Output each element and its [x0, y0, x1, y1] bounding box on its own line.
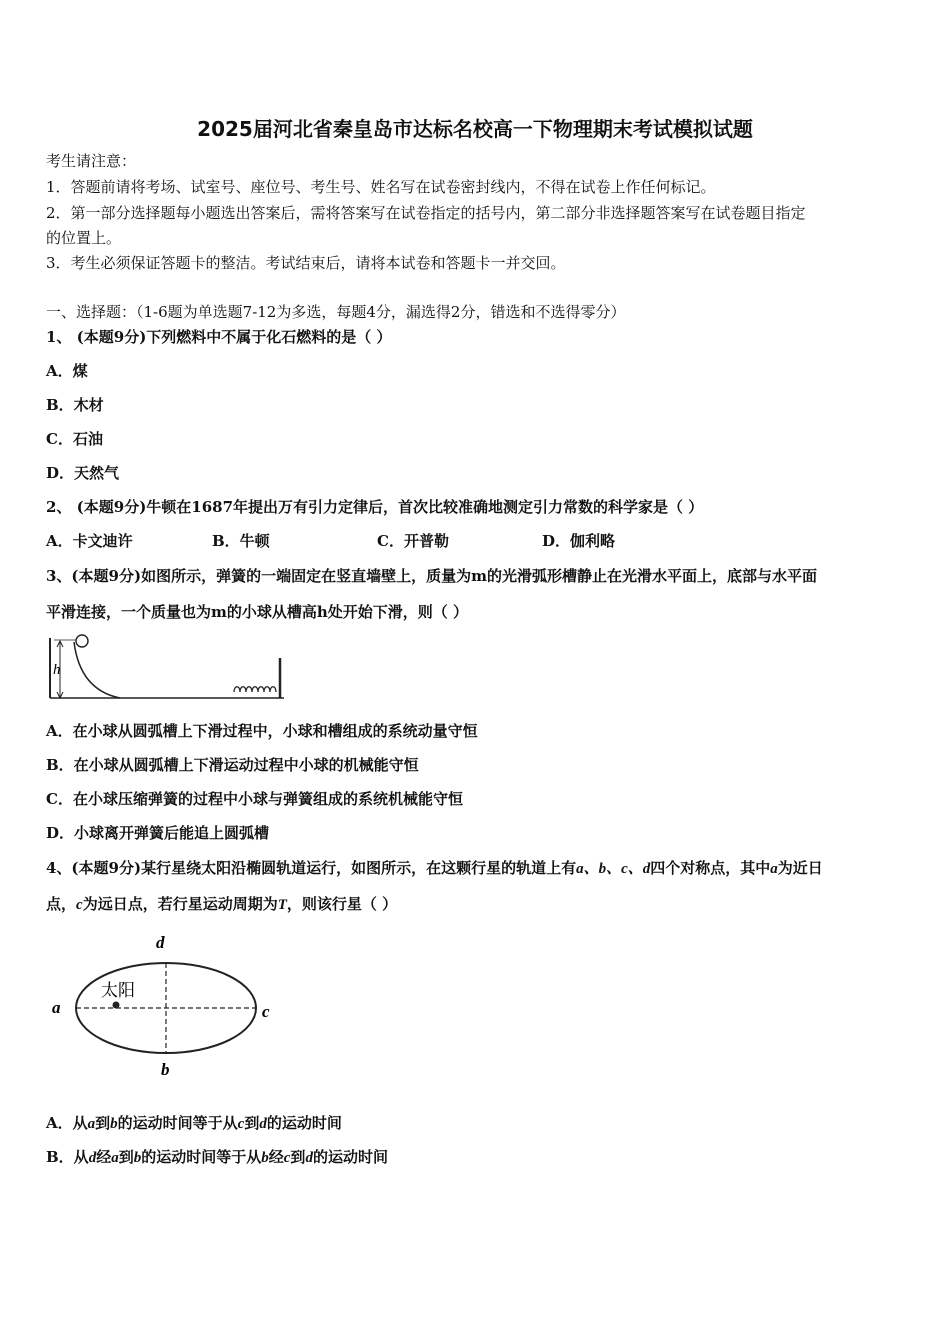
q4-stem-1: [46, 858, 908, 879]
notice-item-3: 3．考生必须保证答题卡的整洁。考试结束后，请将本试卷和答题卡一并交回。: [46, 254, 566, 272]
q4-a-text-2: 到: [95, 1114, 111, 1132]
notice-item-2-cont: 的位置上。: [46, 229, 122, 247]
q2-option-b: B．牛顿: [212, 532, 270, 550]
q4-a-text-4: 到: [244, 1114, 260, 1132]
q4-stem-1c: 为近日: [777, 859, 823, 877]
q3-stem-2: 平滑连接，一个质量也为m的小球从槽高h处开始下滑，则（ ）: [46, 603, 469, 621]
q4-stem-2: [46, 894, 908, 915]
q4-a-var-4: d: [259, 1116, 267, 1132]
q4-b-var-6: d: [305, 1150, 313, 1166]
q4-b-text-3: 到: [118, 1148, 134, 1166]
q4-a-var-3: c: [237, 1116, 245, 1132]
height-label: h: [53, 662, 61, 678]
q1-option-d: D．天然气: [46, 464, 120, 482]
q3-option-c: C．在小球压缩弹簧的过程中小球与弹簧组成的系统机械能守恒: [46, 790, 463, 808]
q4-b-var-4: b: [261, 1150, 269, 1166]
q4-b-text-7: 的运动时间: [312, 1148, 388, 1166]
q4-stem-2b: 为远日点，若行星运动周期为: [82, 895, 278, 913]
section-heading: 一、选择题：（1-6题为单选题7-12为多选，每题4分，漏选得2分，错选和不选得零分）: [46, 303, 626, 321]
q4-option-a: [46, 1113, 908, 1134]
q2-option-c: C．开普勒: [377, 532, 449, 550]
point-b-label: b: [161, 1060, 170, 1079]
sun-label: 太阳: [101, 981, 135, 1000]
notice-heading: 考生请注意：: [46, 152, 137, 170]
q1-stem: 1、 (本题9分)下列燃料中不属于化石燃料的是（ ）: [46, 328, 392, 346]
q3-option-b: B．在小球从圆弧槽上下滑运动过程中小球的机械能守恒: [46, 756, 419, 774]
q4-a-var-2: b: [110, 1116, 118, 1132]
point-a-label: a: [52, 998, 61, 1017]
q4-option-b: [46, 1147, 908, 1168]
q4-b-text-5: 经: [268, 1148, 284, 1166]
q1-option-c: C．石油: [46, 430, 103, 448]
q4-b-var-3: b: [133, 1150, 142, 1166]
ball: [76, 635, 88, 647]
q4-stem-2-c: c: [76, 897, 83, 913]
q4-b-text-2: 经: [96, 1148, 112, 1166]
q3-option-d: D．小球离开弹簧后能追上圆弧槽: [46, 824, 270, 842]
q4-stem-2c: ，则该行星（ ）: [286, 895, 398, 913]
sun-dot: [113, 1002, 120, 1009]
q3-stem-1: 3、(本题9分)如图所示，弹簧的一端固定在竖直墙壁上，质量为m的光滑弧形槽静止在光滑水平面上，底部与水平面: [46, 567, 817, 585]
point-c-label: c: [262, 1002, 270, 1021]
spring: [234, 687, 276, 692]
page-title: 2025届河北省秦皇岛市达标名校高一下物理期末考试模拟试题: [197, 117, 753, 141]
q4-b-var-2: a: [111, 1150, 119, 1166]
q1-option-a: A．煤: [46, 362, 88, 380]
q4-stem-1a: 4、(本题9分)某行星绕太阳沿椭圆轨道运行，如图所示，在这颗行星的轨道上有: [46, 859, 577, 877]
q4-b-text-6: 到: [290, 1148, 306, 1166]
q4-stem-1-vars: a、b、c、d: [576, 861, 651, 877]
notice-item-1: 1．答题前请将考场、试室号、座位号、考生号、姓名写在试卷密封线内，不得在试卷上作任何标记。: [46, 178, 716, 196]
q4-a-text-3: 的运动时间等于从: [117, 1114, 238, 1132]
q4-stem-2a: 点，: [46, 895, 77, 913]
q1-option-b: B．木材: [46, 396, 104, 414]
q4-b-var-1: d: [88, 1150, 97, 1166]
q3-figure: [44, 632, 290, 704]
notice-item-2: 2．第一部分选择题每小题选出答案后，需将答案写在试卷指定的括号内，第二部分非选择题答案写在试卷题目指定: [46, 204, 806, 222]
q4-a-var-1: a: [87, 1116, 96, 1132]
q2-option-d: D．伽利略: [542, 532, 616, 550]
q2-option-a: A．卡文迪许: [46, 532, 133, 550]
q2-stem: 2、 (本题9分)牛顿在1687年提出万有引力定律后，首次比较准确地测定引力常数的科学家是（ ）: [46, 498, 704, 516]
q4-stem-1-a: a: [770, 861, 778, 877]
q4-b-text-4: 的运动时间等于从: [141, 1148, 262, 1166]
arc-groove: [74, 642, 120, 698]
q4-orbit-figure: [44, 928, 280, 1080]
q4-a-text-1: A．从: [46, 1114, 88, 1132]
q4-a-text-5: 的运动时间: [266, 1114, 342, 1132]
q3-option-a: A．在小球从圆弧槽上下滑过程中，小球和槽组成的系统动量守恒: [46, 722, 478, 740]
q4-stem-2-T: T: [277, 897, 287, 913]
q4-stem-1b: 四个对称点，其中: [650, 859, 771, 877]
q4-b-var-5: c: [283, 1150, 291, 1166]
point-d-label: d: [156, 933, 165, 952]
q4-b-text-1: B．从: [46, 1148, 89, 1166]
